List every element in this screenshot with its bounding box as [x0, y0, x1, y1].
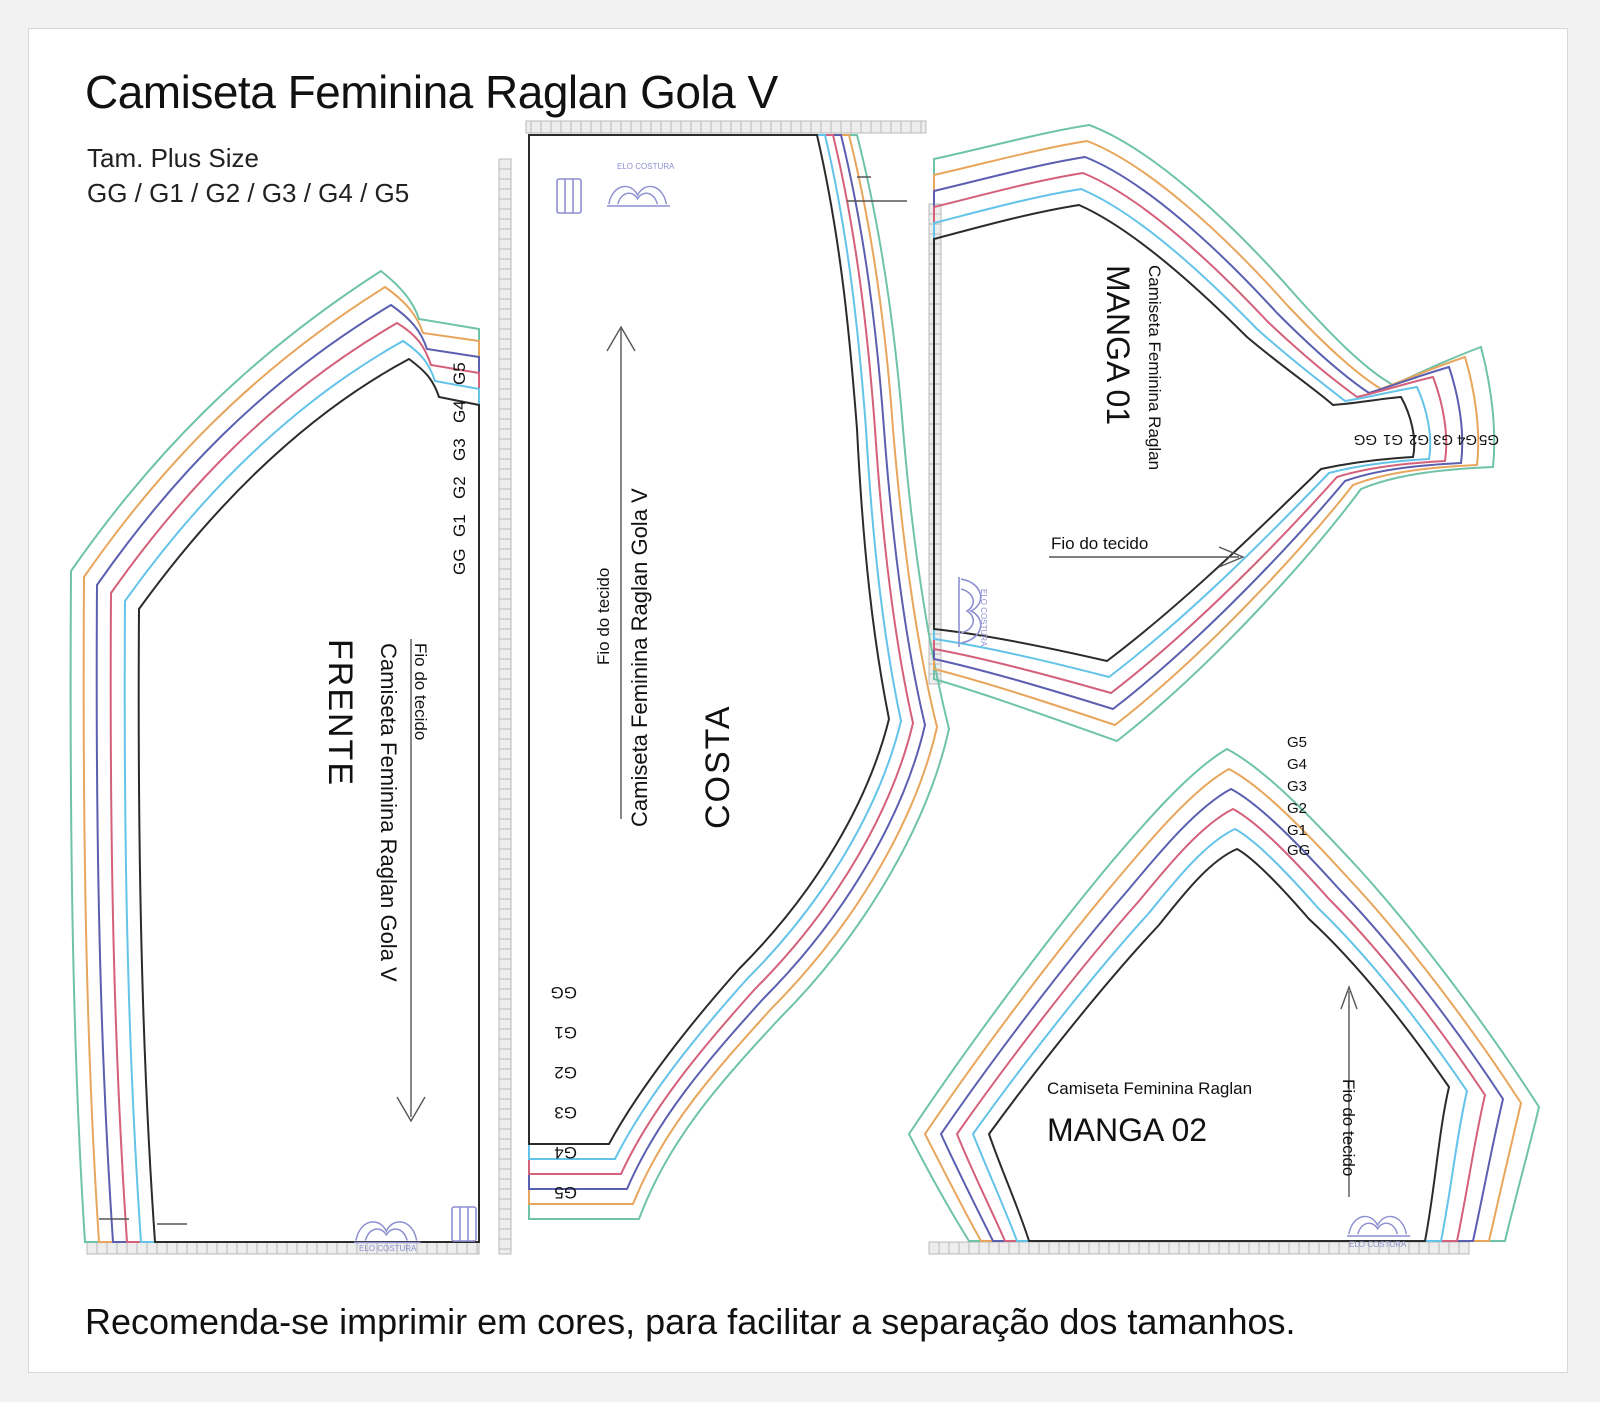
- size-range-line-1: Tam. Plus Size: [87, 143, 259, 173]
- manga01-brand-mark: [959, 577, 988, 647]
- manga01-size-label-g5: G5: [1478, 431, 1499, 448]
- frente-brand-text: ELO COSTURA: [359, 1244, 417, 1253]
- ruler-bottom-frente: [87, 1242, 479, 1254]
- frente-size-label-g1: G1: [450, 514, 469, 537]
- frente-size-label-g5: G5: [450, 362, 469, 385]
- manga01-line-gg: [934, 205, 1414, 661]
- costa-size-label-g3: G3: [554, 1103, 577, 1122]
- manga02-line-g2: [957, 809, 1485, 1241]
- piece-frente: [71, 271, 479, 1253]
- piece-manga02: [909, 734, 1539, 1249]
- print-recommendation: Recomenda-se imprimir em cores, para facilitar a separação dos tamanhos.: [85, 1301, 1296, 1342]
- costa-line-gg: [529, 135, 889, 1144]
- manga02-garment-label: Camiseta Feminina Raglan: [1047, 1079, 1253, 1098]
- costa-brand-mark: [557, 162, 675, 213]
- frente-size-label-g4: G4: [450, 400, 469, 423]
- page-title: Camiseta Feminina Raglan Gola V: [85, 66, 778, 118]
- manga02-size-label-gg: GG: [1287, 842, 1311, 859]
- frente-grain-label: Fio do tecido: [411, 643, 430, 741]
- costa-notches: [847, 177, 907, 201]
- costa-line-g3: [529, 135, 925, 1189]
- manga02-size-label-g1: G1: [1287, 822, 1308, 839]
- manga01-size-labels: [1354, 431, 1499, 448]
- manga02-line-g1: [973, 829, 1467, 1241]
- costa-size-label-g5: G5: [554, 1183, 577, 1202]
- costa-line-g2: [529, 135, 913, 1174]
- frente-garment-label: Camiseta Feminina Raglan Gola V: [376, 643, 401, 982]
- manga02-piece-name: MANGA 02: [1047, 1112, 1208, 1148]
- costa-size-label-g2: G2: [554, 1063, 577, 1082]
- manga02-size-label-g2: G2: [1287, 800, 1308, 817]
- manga01-brand-text: ELO COSTURA: [979, 589, 988, 647]
- frente-line-g4: [84, 287, 479, 1242]
- costa-garment-label: Camiseta Feminina Raglan Gola V: [627, 488, 652, 827]
- manga02-brand-text: ELO COSTURA: [1349, 1240, 1407, 1249]
- frente-line-gg: [139, 359, 479, 1242]
- manga01-garment-label: Camiseta Feminina Raglan: [1145, 265, 1164, 471]
- frente-size-label-gg: GG: [450, 548, 469, 575]
- manga02-line-g4: [925, 769, 1521, 1241]
- costa-grain-label: Fio do tecido: [594, 567, 613, 665]
- frente-size-label-g3: G3: [450, 438, 469, 461]
- pattern-sheet: [28, 28, 1568, 1373]
- ruler-top-costa: [526, 121, 926, 133]
- manga01-size-label-g4: G4: [1456, 431, 1477, 448]
- costa-line-g4: [529, 135, 937, 1204]
- frente-line-g1: [125, 341, 479, 1242]
- costa-line-g1: [529, 135, 901, 1159]
- frente-line-g2: [111, 323, 479, 1242]
- costa-size-labels: [551, 983, 577, 1202]
- costa-piece-name: COSTA: [699, 704, 737, 829]
- frente-piece-name: FRENTE: [321, 639, 359, 787]
- manga02-size-label-g3: G3: [1287, 778, 1308, 795]
- costa-size-label-g1: G1: [554, 1023, 577, 1042]
- costa-brand-text: ELO COSTURA: [617, 162, 675, 171]
- manga01-size-label-g2: G2: [1408, 431, 1429, 448]
- manga01-size-label-g1: G1: [1382, 431, 1403, 448]
- piece-costa: [529, 135, 949, 1219]
- frente-size-labels: [450, 362, 469, 575]
- size-range-line-2: GG / G1 / G2 / G3 / G4 / G5: [87, 178, 410, 209]
- manga02-size-label-g4: G4: [1287, 756, 1308, 773]
- manga01-grain-label: Fio do tecido: [1051, 534, 1149, 553]
- frente-size-label-g2: G2: [450, 476, 469, 499]
- pattern-drawing: [29, 29, 1569, 1374]
- manga02-size-labels: [1287, 734, 1310, 859]
- manga02-brand-mark: [1347, 1216, 1410, 1249]
- manga01-size-label-gg: GG: [1353, 431, 1377, 448]
- ruler-vertical-center: [499, 159, 511, 1254]
- manga01-piece-name: MANGA 01: [1100, 265, 1136, 426]
- costa-size-label-g4: G4: [554, 1143, 577, 1162]
- costa-size-label-gg: GG: [550, 983, 577, 1002]
- manga02-size-label-g5: G5: [1287, 734, 1308, 751]
- piece-manga01: [934, 125, 1499, 741]
- costa-line-g5: [529, 135, 949, 1219]
- manga02-grain-label: Fio do tecido: [1339, 1079, 1358, 1177]
- manga01-size-label-g3: G3: [1432, 431, 1453, 448]
- manga02-line-gg: [989, 849, 1449, 1241]
